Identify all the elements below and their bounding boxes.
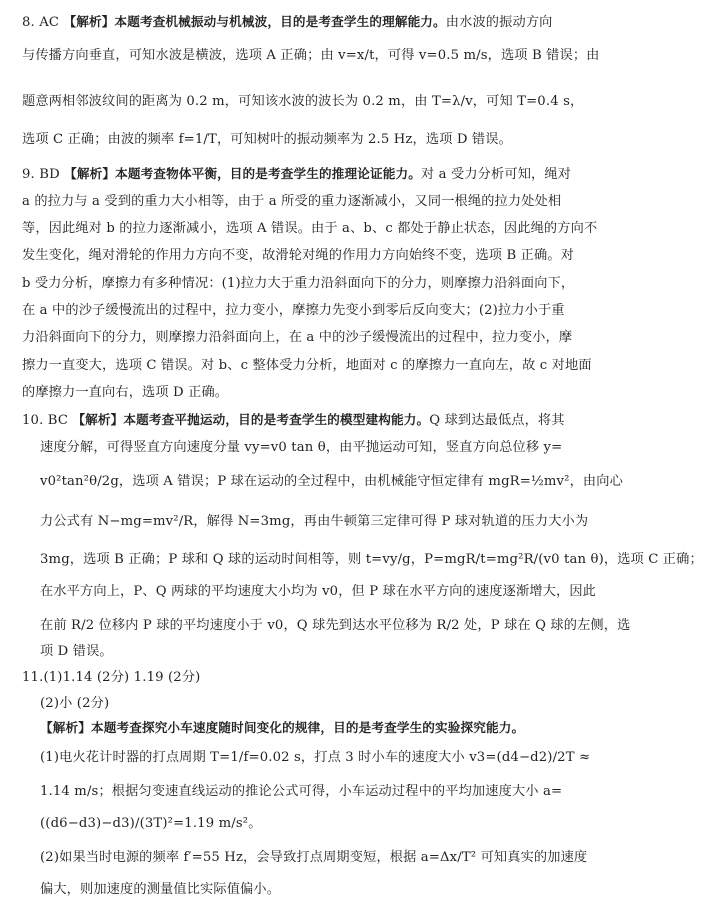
q8-line-4: 选项 C 正确；由波的频率 f=1/T，可知树叶的振动频率为 2.5 Hz，选项 D 错误。 [22,132,512,147]
q9-line-1: 9. BD 【解析】本题考查物体平衡，目的是考查学生的推理论证能力。对 a 受力分析可知，绳对 [22,166,572,182]
q10-line-3: v0²tan²θ/2g，选项 A 错误；P 球在运动的全过程中，由机械能守恒定律有 mgR=½mv²，由向心 [40,474,623,489]
q9-line-5: b 受力分析，摩擦力有多种情况：(1)拉力大于重力沿斜面向下的分力，则摩擦力沿斜面向下， [22,276,575,291]
q10-line-1: 10. BC 【解析】本题考查平抛运动，目的是考查学生的模型建构能力。Q 球到达最低点，将其 [22,412,565,428]
q9-line-7: 力沿斜面向下的分力，则摩擦力沿斜面向上，在 a 中的沙子缓慢流出的过程中，拉力变小，摩 [22,330,573,345]
q9-line-8: 擦力一直变大，选项 C 错误。对 b、c 整体受力分析，地面对 c 的摩擦力一直向左，故 c 对地面 [22,358,592,373]
q10-line-5: 3mg，选项 B 正确；P 球和 Q 球的运动时间相等，则 t=vy/g，P=mgR/t=mg²R/(v0 tan θ)，选项 C 正确； [40,552,703,567]
q8-line-1: 8. AC 【解析】本题考查机械振动与机械波，目的是考查学生的理解能力。由水波的振动方向 [22,14,553,30]
q10-line-6: 在水平方向上，P、Q 两球的平均速度大小均为 v0，但 P 球在水平方向的速度逐渐增大，因此 [40,584,596,599]
q9-line-9: 的摩擦力一直向右，选项 D 正确。 [22,385,229,400]
q11-line-2: (2)小 (2分) [40,696,110,711]
q8-line-3: 题意两相邻波纹间的距离为 0.2 m，可知该水波的波长为 0.2 m，由 T=λ/v，可知 T=0.4 s， [22,94,584,109]
q9-line-3: 等，因此绳对 b 的拉力逐渐减小，选项 A 错误。由于 a、b、c 都处于静止状态，因此绳的方向不 [22,221,598,236]
q11-line-4: (1)电火花计时器的打点周期 T=1/f=0.02 s，打点 3 时小车的速度大小 v3=(d4−d2)/2T ≈ [40,750,591,765]
q10-line-2: 速度分解，可得竖直方向速度分量 vy=v0 tan θ，由平抛运动可知，竖直方向总位移 y= [40,440,563,455]
q11-line-5: 1.14 m/s；根据匀变速直线运动的推论公式可得，小车运动过程中的平均加速度大小 a= [40,784,563,799]
q10-line-8: 项 D 错误。 [40,644,113,659]
q11-line-6: ((d6−d3)−d3)/(3T)²=1.19 m/s²。 [40,816,262,831]
q8-line-2: 与传播方向垂直，可知水波是横波，选项 A 正确；由 v=x/t，可得 v=0.5 m/s，选项 B 错误；由 [22,48,600,63]
q9-line-6: 在 a 中的沙子缓慢流出的过程中，拉力变小，摩擦力先变小到零后反向变大；(2)拉力小于重 [22,303,565,318]
q9-line-2: a 的拉力与 a 受到的重力大小相等，由于 a 所受的重力逐渐减小，又同一根绳的拉力处处相 [22,194,562,209]
q11-line-3: 【解析】本题考查探究小车速度随时间变化的规律，目的是考查学生的实验探究能力。 [40,720,525,735]
q10-line-7: 在前 R/2 位移内 P 球的平均速度小于 v0，Q 球先到达水平位移为 R/2 处，P 球在 Q 球的左侧，选 [40,618,631,633]
q11-line-8: 偏大，则加速度的测量值比实际值偏小。 [40,882,281,897]
q10-line-4: 力公式有 N−mg=mv²/R，解得 N=3mg，再由牛顿第三定律可得 P 球对轨道的压力大小为 [40,514,589,529]
q11-line-1: 11.(1)1.14 (2分) 1.19 (2分) [22,670,201,685]
q11-line-7: (2)如果当时电源的频率 f′=55 Hz，会导致打点周期变短，根据 a=Δx/T² 可知真实的加速度 [40,850,588,865]
q9-line-4: 发生变化，绳对滑轮的作用力方向不变，故滑轮对绳的作用力方向始终不变，选项 B 正确。对 [22,248,575,263]
